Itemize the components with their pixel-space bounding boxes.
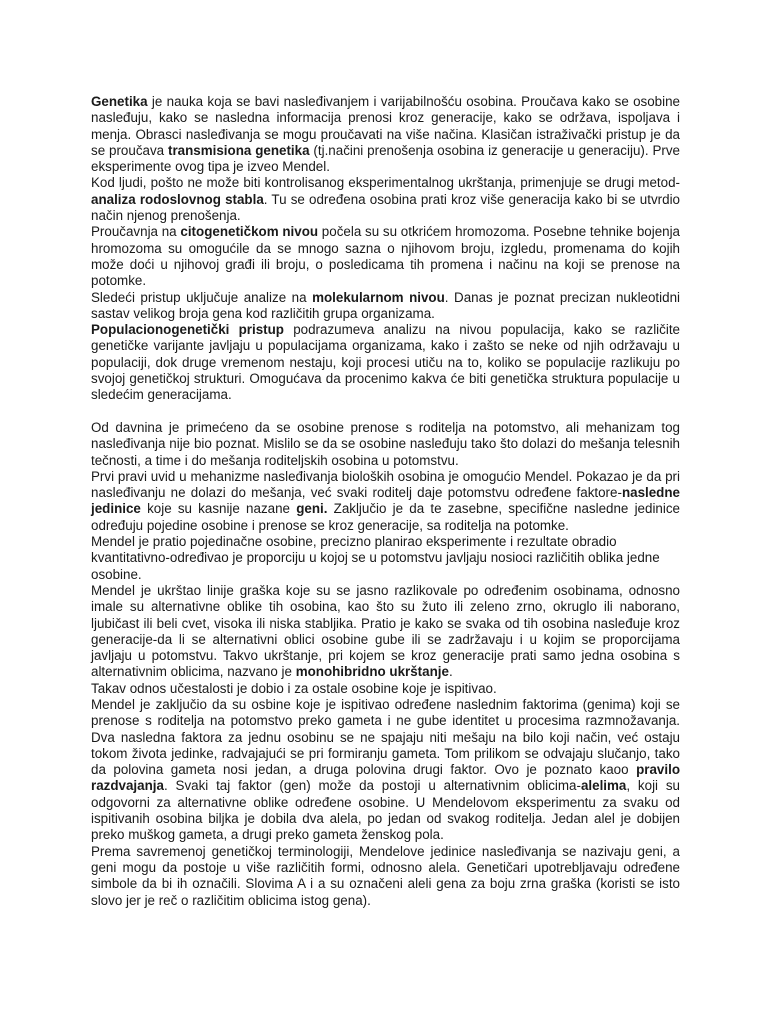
- term-genetika: Genetika: [91, 94, 148, 109]
- paragraph-citogenetika: Proučavnja na citogenetičkom nivou počela su su otkrićem hromozoma. Posebne tehnike bojenja hromozoma su omogućile da se mnogo sazna o njihovom broju, izgledu, promenama do kojih može doći u njihovoj građi ili broju, o posledicama tih promena i načinu na koji se prenose na potomke.: [91, 224, 681, 289]
- paragraph-genetika: Genetika je nauka koja se bavi nasleđivanjem i varijabilnošću osobina. Proučava kako se osobine nasleđuju, kako se nasledna informacija prenosi kroz generacije, kako se održava, ispoljava i menja. Obrasci nasleđivanja se mogu proučavati na više načina. Klasičan istraživački pristup je da se proučava transmisiona genetika (tj.načini prenošenja osobina iz generacije u generaciju). Prve eksperimente ovog tipa je izveo Mendel.: [91, 94, 680, 175]
- term-nasledne-jedinice: nasledne jedinice: [91, 485, 680, 517]
- term-molekularni-nivo: molekularnom nivou: [312, 289, 445, 305]
- paragraph-rodoslovno-stablo: Kod ljudi, pošto ne može biti kontrolisanog eksperimentalnog ukrštanja, primenjuje se drugi metod-analiza rodoslovnog stabla. Tu se određena osobina prati kroz više generacija kako bi se utvrdio način njenog prenošenja.: [91, 175, 680, 224]
- term-alelima: alelima: [580, 778, 627, 794]
- term-monohibridno-ukrstanje: monohibridno ukrštanje: [295, 664, 449, 680]
- paragraph-od-davnina: Od davnina je primećeno da se osobine prenose s roditelja na potomstvo, ali mehanizam tog nasleđivanja nije bio poznat. Mislilo se da se osobine nasleđuju tako što dolazi do mešanja telesnih tečnosti, a time i do mešanja roditeljskih osobina u potomstvu.: [91, 419, 680, 468]
- blank-line: [91, 404, 680, 420]
- paragraph-mendel-pratio: Mendel je pratio pojedinačne osobine, precizno planirao eksperimente i rezultate obradio kvantitativno-određivao je proporciju u kojoj se u potomstvu javljaju nosioci različitih oblika jedne osobine.: [91, 534, 660, 582]
- paragraph-populaciona-genetika: Populacionogenetički pristup podrazumeva analizu na nivou populacija, kako se različite genetičke varijante javljaju u populacijama organizama, kako i zašto se neke od njih održavaju u populaciji, dok druge vremenom nestaju, koji procesi utiču na to, koliko se populacije razlikuju po svojoj genetičkoj strukturi. Omogućava da procenimo kakva će biti genetička struktura populacije u sledećim generacijama.: [91, 322, 680, 403]
- paragraph-mendel-uvid: Prvi pravi uvid u mehanizme nasleđivanja bioloških osobina je omogućio Mendel. Pokazao je da pri nasleđivanju ne dolazi do mešanja, već svaki roditelj daje potomstvu određene faktore-nasledne jedinice koje su kasnije nazane geni. Zaključio je da te zasebne, specifične nasledne jedinice određuju pojedine osobine i prenose se kroz generacije, sa roditelja na potomke.: [91, 468, 680, 533]
- paragraph-savremena-terminologija: Prema savremenoj genetičkoj terminologiji, Mendelove jedinice nasleđivanja se nazivaju geni, a geni mogu da postoje u više različitih formi, odnosno alela. Genetičari upotrebljavaju određene simbole da bi ih označili. Slovima A i a su označeni aleli gena za boju zrna graška (koristi se isto slovo jer je reč o različitim oblicima istog gena).: [91, 843, 680, 908]
- term-citogeneticki-nivo: citogenetičkom nivou: [180, 224, 319, 240]
- paragraph-molekularni-nivo: Sledeći pristup uključuje analize na molekularnom nivou. Danas je poznat precizan nukleotidni sastav velikog broja gena kod različitih grupa organizama.: [91, 289, 680, 321]
- paragraph-mendel-ukrstao: Mendel je ukrštao linije graška koje su se jasno razlikovale po određenim osobinama, odnosno imale su alternativne oblike tih osobina, kao što su žuto ili zeleno zrno, okruglo ili naborano, ljubičast ili beli cvet, visoka ili niska stabljika. Pratio je kako se svaka od tih osobina nasleđuje kroz generacije-da li se alternativni oblici osobine gube ili se zadržavaju i u kojim se proporcijama javljaju u potomstvu. Takvo ukrštanje, pri kojem se kroz generacije prati samo jedna osobina s alternativnim oblicima, nazvano je monohibridno ukrštanje.: [91, 582, 680, 680]
- term-pravilo-razdvajanja: pravilo razdvajanja: [91, 762, 680, 794]
- term-analiza-rodoslovnog-stabla: analiza rodoslovnog stabla: [91, 191, 264, 207]
- paragraph-mendel-zakljucio: Mendel je zaključio da su osbine koje je ispitivao određene naslednim faktorima (genima) koji se prenose s roditelja na potomstvo preko gameta i ne gube identitet u procesima razmnožavanja. Dva nasledna faktora za jednu osobinu se ne spajaju niti mešaju na bilo koji način, već ostaju tokom života jedinke, radvajajući se pri formiranju gameta. Tom prilikom se odvajaju slučanjo, tako da polovina gameta nosi jedan, a druga polovina drugi faktor. Ovo je poznato kaoo pravilo razdvajanja. Svaki taj faktor (gen) može da postoji u alternativnim oblicima-alelima, koji su odgovorni za alternativne oblike određene osobine. U Mendelovom eksperimentu za svaku od ispitivanih osobina biljka je dobila dva alela, po jedan od svakog roditelja. Jedan alel je dobijen preko muškog gameta, a drugi preko gameta ženskog pola.: [91, 696, 681, 843]
- term-transmisiona-genetika: transmisiona genetika: [167, 142, 310, 158]
- paragraph-odnos-ucestalosti: Takav odnos učestalosti je dobio i za ostale osobine koje je ispitivao.: [91, 680, 497, 696]
- term-populacionogeneticki-pristup: Populacionogenetički pristup: [91, 322, 284, 338]
- term-geni: geni.: [296, 501, 328, 517]
